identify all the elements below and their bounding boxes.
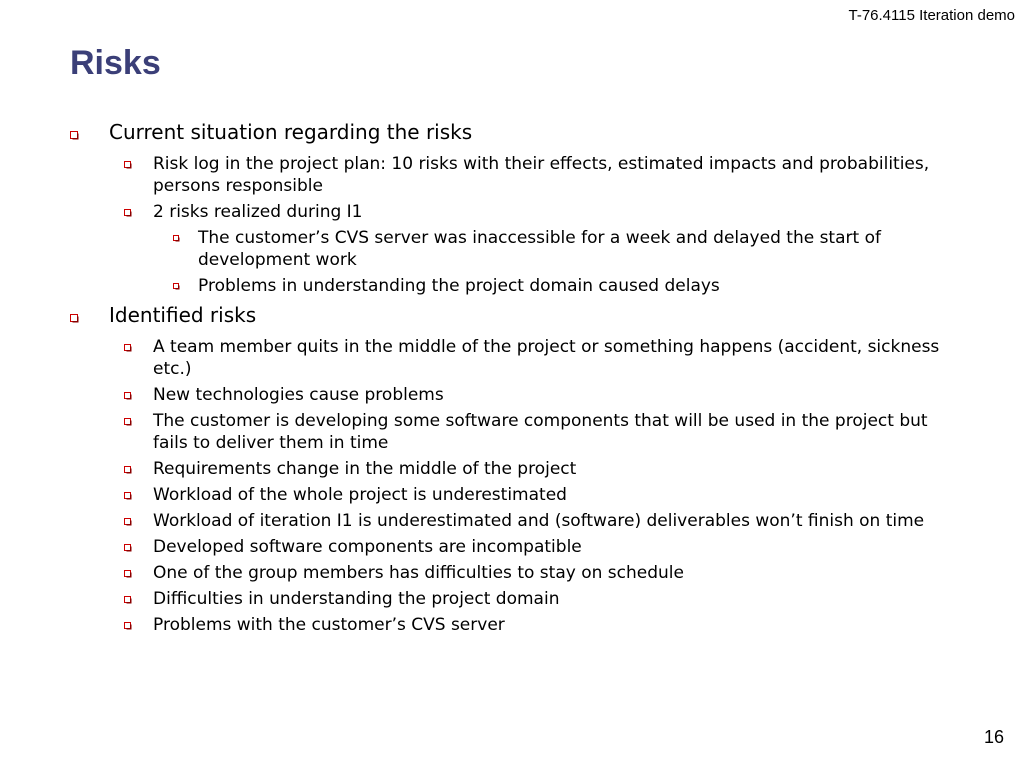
bullet-text: A team member quits in the middle of the project or something happens (accident, sickness etc.) bbox=[153, 337, 940, 379]
slide-title: Risks bbox=[70, 44, 161, 82]
sub-bullet-risk-item bbox=[0, 536, 963, 558]
bullet-text: Current situation regarding the risks bbox=[109, 120, 473, 144]
hollow-square-bullet-icon bbox=[124, 418, 131, 425]
course-label: T-76.4115 Iteration demo bbox=[848, 7, 1015, 24]
sub-bullet-risk-item bbox=[0, 484, 963, 506]
page-number: 16 bbox=[983, 727, 1004, 747]
bullet-text: Problems with the customer’s CVS server bbox=[153, 615, 505, 635]
bullet-identified-risks bbox=[0, 303, 1009, 328]
hollow-square-bullet-icon bbox=[124, 518, 131, 525]
hollow-square-bullet-icon bbox=[70, 131, 78, 139]
bullet-text: One of the group members has difficulties to stay on schedule bbox=[153, 563, 684, 583]
sub-bullet-risk-item bbox=[0, 614, 963, 636]
sub-bullet-risk-item bbox=[0, 510, 963, 532]
sub-bullet-risk-item bbox=[0, 336, 963, 380]
bullet-current-situation bbox=[0, 120, 1009, 145]
hollow-square-bullet-icon bbox=[124, 544, 131, 551]
bullet-text: 2 risks realized during I1 bbox=[153, 202, 363, 222]
sub-sub-bullet-cvs-inaccessible bbox=[0, 227, 958, 271]
sub-bullet-risk-item bbox=[0, 410, 963, 454]
sub-bullet-risk-item bbox=[0, 588, 963, 610]
sub-sub-bullet-domain-delays bbox=[0, 275, 958, 297]
hollow-square-bullet-icon bbox=[70, 314, 78, 322]
sub-bullet-risks-realized bbox=[0, 201, 963, 223]
hollow-square-bullet-icon bbox=[124, 392, 131, 399]
hollow-square-bullet-icon bbox=[124, 344, 131, 351]
hollow-square-bullet-icon bbox=[124, 570, 131, 577]
hollow-square-bullet-icon bbox=[124, 209, 131, 216]
bullet-text: Difficulties in understanding the project domain bbox=[153, 589, 560, 609]
hollow-square-bullet-icon bbox=[124, 466, 131, 473]
bullet-text: Identified risks bbox=[109, 303, 257, 327]
hollow-square-bullet-icon bbox=[173, 283, 179, 289]
bullet-text: Risk log in the project plan: 10 risks with their effects, estimated impacts and probabilities, persons responsible bbox=[153, 154, 930, 196]
bullet-text: New technologies cause problems bbox=[153, 385, 444, 405]
bullet-text: Problems in understanding the project domain caused delays bbox=[198, 276, 720, 296]
bullet-text: Workload of iteration I1 is underestimated and (software) deliverables won’t finish on time bbox=[153, 511, 925, 531]
sub-bullet-risk-item bbox=[0, 384, 963, 406]
bullet-text: The customer is developing some software components that will be used in the project but fails to deliver them in time bbox=[153, 411, 928, 453]
bullet-text: The customer’s CVS server was inaccessible for a week and delayed the start of development work bbox=[198, 228, 881, 270]
sub-bullet-risk-item bbox=[0, 458, 963, 480]
sub-bullet-risk-log bbox=[0, 153, 963, 197]
bullet-text: Developed software components are incompatible bbox=[153, 537, 582, 557]
hollow-square-bullet-icon bbox=[124, 622, 131, 629]
bullet-text: Requirements change in the middle of the project bbox=[153, 459, 577, 479]
hollow-square-bullet-icon bbox=[124, 596, 131, 603]
sub-bullet-risk-item bbox=[0, 562, 963, 584]
hollow-square-bullet-icon bbox=[173, 235, 179, 241]
hollow-square-bullet-icon bbox=[124, 492, 131, 499]
hollow-square-bullet-icon bbox=[124, 161, 131, 168]
bullet-text: Workload of the whole project is underestimated bbox=[153, 485, 567, 505]
slide-content bbox=[0, 120, 1024, 640]
